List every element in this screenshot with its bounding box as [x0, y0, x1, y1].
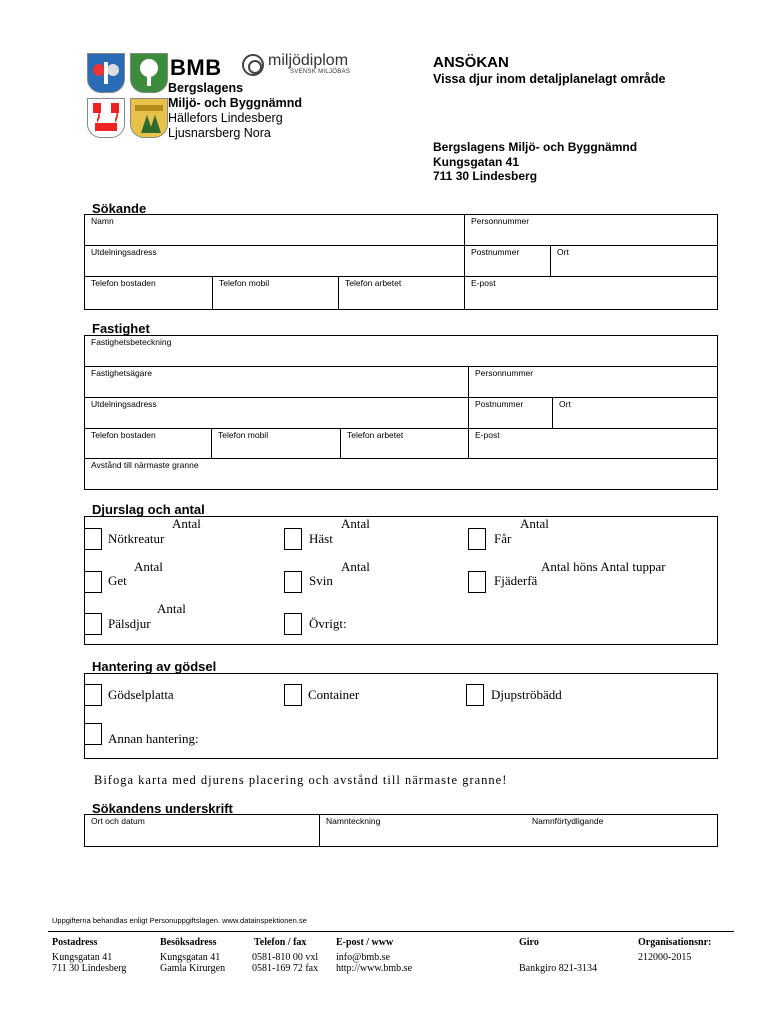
org-line-4: Ljusnarsberg Nora	[168, 126, 271, 140]
fastighet-telefon-arbetet-field[interactable]: Telefon arbetet	[340, 429, 468, 458]
antal-label: Antal	[157, 601, 186, 616]
antal-label: Antal	[134, 559, 163, 574]
miljodiplom-logo-text: miljödiplom	[268, 52, 349, 69]
fjaderfa-checkbox[interactable]	[468, 571, 486, 593]
notkreatur-label: Nötkreatur	[108, 531, 165, 546]
far-checkbox[interactable]	[468, 528, 486, 550]
ovrigt-label: Övrigt:	[309, 616, 347, 631]
org-line-3: Hällefors Lindesberg	[168, 111, 283, 125]
footer-tel-1: 0581-810 00 vxl	[252, 952, 319, 963]
org-line-1: Bergslagens	[168, 81, 244, 95]
footer-postadress-2: 711 30 Lindesberg	[52, 963, 127, 974]
hast-checkbox[interactable]	[284, 528, 302, 550]
ovrigt-checkbox[interactable]	[284, 613, 302, 635]
namnfortydligande-field[interactable]: Namnförtydligande	[532, 816, 604, 826]
footer-besok-2: Gamla Kirurgen	[160, 963, 226, 974]
doc-subtitle: Vissa djur inom detaljplanelagt område	[433, 72, 666, 86]
fastighet-beteckning-field[interactable]: Fastighetsbeteckning	[91, 337, 172, 347]
container-label: Container	[308, 687, 360, 702]
fastighet-title: Fastighet	[92, 321, 150, 336]
namnteckning-field[interactable]: Namnteckning	[319, 815, 526, 846]
footer-postadress-1: Kungsgatan 41	[52, 952, 113, 963]
recipient-line-3: 711 30 Lindesberg	[433, 169, 538, 183]
fastighet-personnummer-field[interactable]: Personnummer	[468, 367, 717, 397]
fastighet-avstand-field[interactable]: Avstånd till närmaste granne	[91, 460, 199, 470]
footer-besok-1: Kungsgatan 41	[160, 952, 221, 963]
fastighet-telefon-mobil-field[interactable]: Telefon mobil	[211, 429, 340, 458]
fjaderfa-label: Fjäderfä	[494, 573, 538, 588]
footer-tel-2: 0581-169 72 fax	[252, 963, 319, 974]
footer-orgnr-heading: Organisationsnr:	[638, 937, 712, 948]
annan-hantering-checkbox[interactable]	[84, 723, 102, 745]
footer-giro-value: Bankgiro 821-3134	[519, 963, 598, 974]
footer-tel-heading: Telefon / fax	[254, 937, 307, 948]
fastighet-telefon-bostaden-field[interactable]: Telefon bostaden	[91, 430, 156, 440]
svin-checkbox[interactable]	[284, 571, 302, 593]
sokande-personnummer-field[interactable]: Personnummer	[464, 215, 717, 245]
antal-label: Antal	[341, 559, 370, 574]
doc-title: ANSÖKAN	[433, 54, 509, 71]
recipient-line-2: Kungsgatan 41	[433, 155, 520, 169]
notkreatur-checkbox[interactable]	[84, 528, 102, 550]
org-short: BMB	[170, 55, 222, 80]
fastighet-grid	[84, 335, 718, 490]
sokande-ort-field[interactable]: Ort	[550, 246, 717, 276]
palsdjur-label: Pälsdjur	[108, 616, 151, 631]
pul-note: Uppgifterna behandlas enligt Personuppgiftslagen. www.datainspektionen.se	[52, 916, 307, 925]
footer-email-link[interactable]: info@bmb.se	[336, 952, 390, 963]
footer-besok-heading: Besöksadress	[160, 937, 217, 948]
get-checkbox[interactable]	[84, 571, 102, 593]
get-label: Get	[108, 573, 127, 588]
footer-divider	[48, 931, 734, 932]
sokande-postnummer-field[interactable]: Postnummer	[464, 246, 550, 276]
djurslag-box	[84, 516, 718, 645]
sokande-epost-field[interactable]: E-post	[464, 277, 717, 309]
recipient-line-1: Bergslagens Miljö- och Byggnämnd	[433, 140, 638, 154]
sokande-title: Sökande	[92, 201, 147, 216]
container-checkbox[interactable]	[284, 684, 302, 706]
annan-hantering-label: Annan hantering:	[108, 731, 199, 746]
underskrift-grid	[84, 814, 718, 847]
miljodiplom-logo-sub: SVENSK MILJÖBAS	[290, 69, 351, 75]
bifoga-note: Bifoga karta med djurens placering och avstånd till närmaste granne!	[94, 773, 508, 787]
ort-och-datum-field[interactable]: Ort och datum	[91, 816, 145, 826]
footer-orgnr-value: 212000-2015	[638, 952, 692, 963]
fastighet-epost-field[interactable]: E-post	[468, 429, 717, 458]
antal-hons-tuppar-label: Antal höns Antal tuppar	[541, 559, 666, 574]
org-line-2: Miljö- och Byggnämnd	[168, 96, 303, 110]
svin-label: Svin	[309, 573, 333, 588]
sokande-telefon-bostaden-field[interactable]: Telefon bostaden	[91, 278, 156, 288]
antal-label: Antal	[341, 516, 370, 531]
sokande-telefon-arbetet-field[interactable]: Telefon arbetet	[338, 277, 464, 309]
godselplatta-checkbox[interactable]	[84, 684, 102, 706]
sokande-namn-field[interactable]: Namn	[91, 216, 114, 226]
fastighet-ort-field[interactable]: Ort	[552, 398, 717, 428]
crest-ljusnarsberg	[87, 98, 125, 138]
crest-nora	[130, 98, 168, 138]
sokande-grid	[84, 214, 718, 310]
crest-lindesberg	[130, 53, 168, 93]
fastighet-utdelningsadress-field[interactable]: Utdelningsadress	[91, 399, 157, 409]
palsdjur-checkbox[interactable]	[84, 613, 102, 635]
godsel-title: Hantering av gödsel	[92, 659, 217, 674]
sokande-telefon-mobil-field[interactable]: Telefon mobil	[212, 277, 338, 309]
godselplatta-label: Gödselplatta	[108, 687, 174, 702]
sokande-utdelningsadress-field[interactable]: Utdelningsadress	[91, 247, 157, 257]
djurslag-title: Djurslag och antal	[92, 502, 205, 517]
footer-www-link[interactable]: http://www.bmb.se	[336, 963, 413, 974]
antal-label: Antal	[172, 516, 201, 531]
crest-hallefors	[87, 53, 125, 93]
footer-giro-heading: Giro	[519, 937, 539, 948]
fastighet-agare-field[interactable]: Fastighetsägare	[91, 368, 152, 378]
djupstrobadd-label: Djupströbädd	[491, 687, 562, 702]
djupstrobadd-checkbox[interactable]	[466, 684, 484, 706]
miljodiplom-logo-icon	[242, 54, 264, 76]
hast-label: Häst	[309, 531, 333, 546]
footer-postadress-heading: Postadress	[52, 937, 98, 948]
footer-epost-heading: E-post / www	[336, 937, 394, 948]
fastighet-postnummer-field[interactable]: Postnummer	[468, 398, 552, 428]
antal-label: Antal	[520, 516, 549, 531]
far-label: Får	[494, 531, 512, 546]
underskrift-title: Sökandens underskrift	[92, 801, 233, 816]
